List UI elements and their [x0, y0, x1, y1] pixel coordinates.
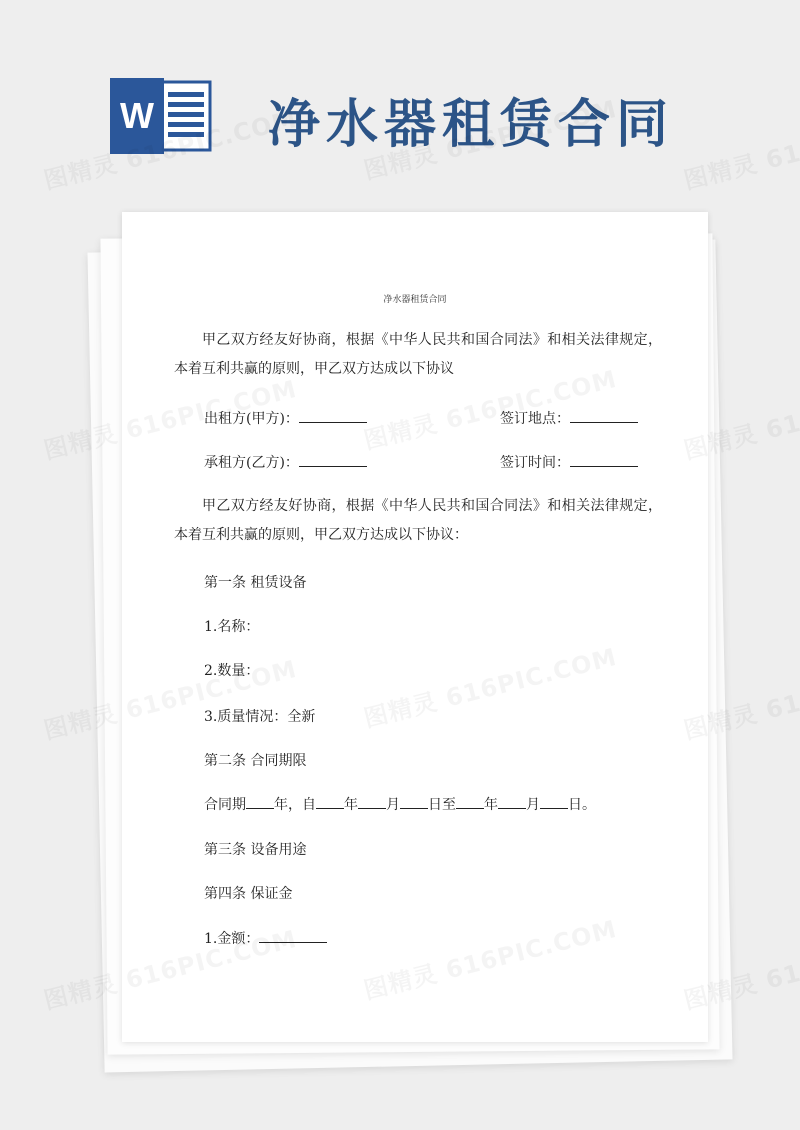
term-blank-start-month	[358, 796, 386, 809]
lessee-blank	[299, 454, 367, 467]
deposit-amount-line	[204, 928, 327, 948]
term-part-4: 月	[386, 797, 400, 813]
sign-time-blank	[570, 454, 638, 467]
term-blank-end-day	[540, 796, 568, 809]
lessor-line	[204, 408, 367, 428]
term-blank-end-month	[498, 796, 526, 809]
term-part-7: 月	[526, 797, 540, 813]
document-title: 净水器租赁合同	[383, 295, 447, 305]
lessor-blank	[299, 410, 367, 423]
term-blank-end-year	[456, 796, 484, 809]
header-title: 净水器租赁合同	[268, 95, 675, 155]
term-blank-start-year	[316, 796, 344, 809]
term-blank-start-day	[400, 796, 428, 809]
word-document-icon	[108, 78, 212, 154]
lessor-label: 出租方(甲方)：	[204, 411, 299, 427]
term-part-5: 日至	[428, 797, 456, 813]
term-blank-years	[246, 796, 274, 809]
item-name: 1.名称：	[204, 619, 260, 635]
sign-time-line	[500, 452, 638, 472]
sign-place-blank	[570, 410, 638, 423]
deposit-amount-label: 1.金额：	[204, 931, 260, 947]
document-page	[122, 212, 708, 1042]
sign-place-label: 签订地点：	[500, 411, 570, 427]
intro-paragraph-2: 甲乙双方经友好协商，根据《中华人民共和国合同法》和相关法律规定，本着互利共赢的原则，甲乙双方达成以下协议：	[174, 498, 662, 543]
term-part-2: 年，自	[274, 797, 316, 813]
deposit-amount-blank	[259, 930, 327, 943]
sign-place-line	[500, 408, 638, 428]
term-part-8: 日。	[568, 797, 596, 813]
sign-time-label: 签订时间：	[500, 455, 570, 471]
term-part-3: 年	[344, 797, 358, 813]
article-1-heading: 第一条 租赁设备	[204, 575, 307, 591]
item-quality: 3.质量情况：全新	[204, 709, 316, 725]
lessee-label: 承租方(乙方)：	[204, 455, 299, 471]
contract-term-line	[204, 794, 596, 814]
word-icon-letter: W	[120, 95, 154, 136]
item-quantity: 2.数量：	[204, 663, 260, 679]
header	[108, 70, 708, 160]
article-3-heading: 第三条 设备用途	[204, 842, 307, 858]
intro-paragraph-1: 甲乙双方经友好协商，根据《中华人民共和国合同法》和相关法律规定，本着互利共赢的原则，甲乙双方达成以下协议	[174, 332, 662, 377]
lessee-line	[204, 452, 367, 472]
term-part-6: 年	[484, 797, 498, 813]
article-4-heading: 第四条 保证金	[204, 886, 293, 902]
article-2-heading: 第二条 合同期限	[204, 753, 307, 769]
term-part-1: 合同期	[204, 797, 246, 813]
